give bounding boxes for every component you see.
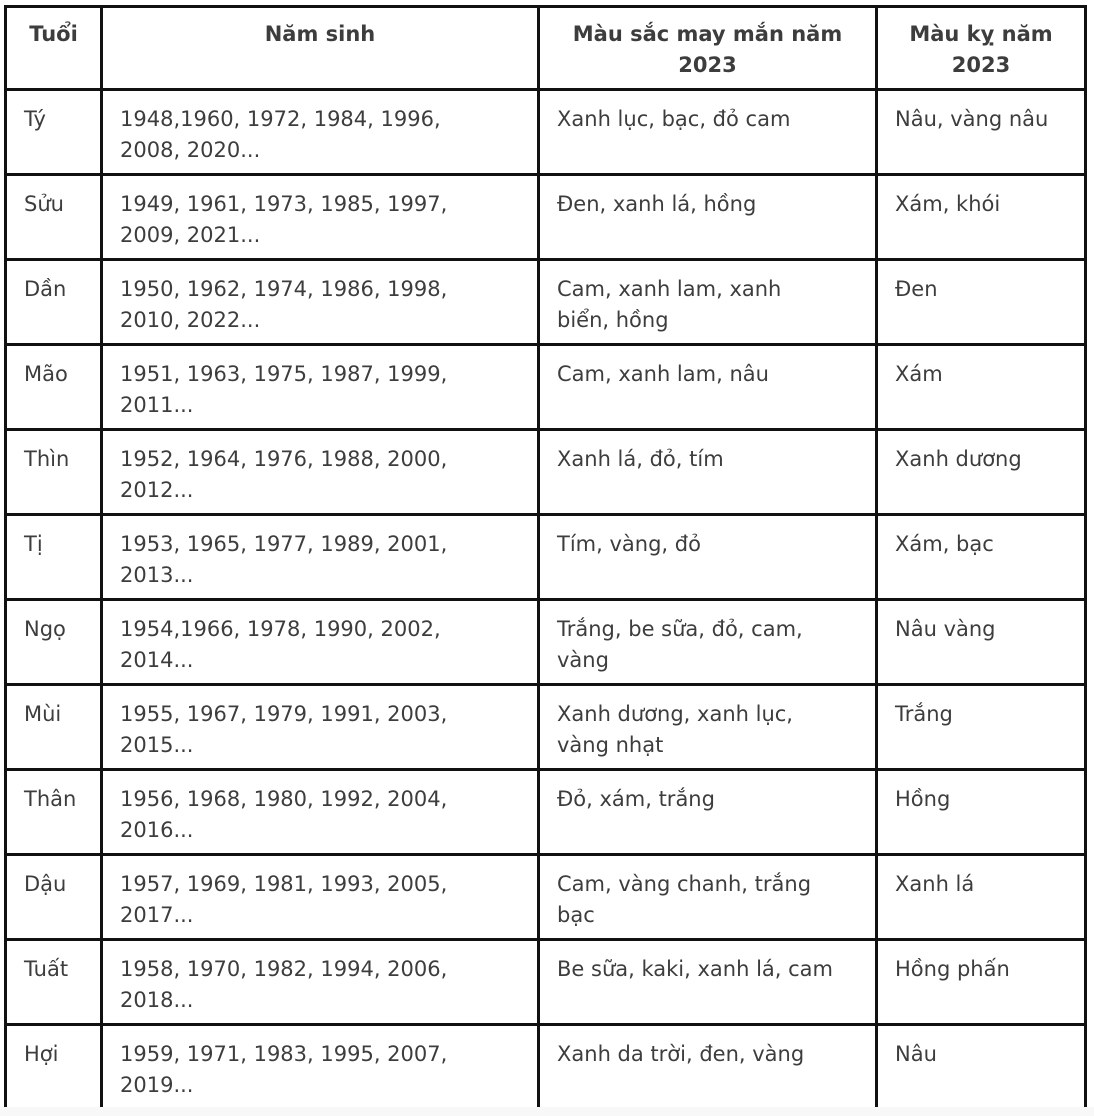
cell-line: 2011... xyxy=(120,393,194,417)
cell-line: 2015... xyxy=(120,733,194,757)
table-row xyxy=(6,515,1086,600)
cell-line: Cam, xanh lam, xanh xyxy=(557,277,782,301)
cell-line: Xanh lá, đỏ, tím xyxy=(557,447,724,471)
cell-line: Xanh lục, bạc, đỏ cam xyxy=(557,107,791,131)
header-line: Màu sắc may mắn năm xyxy=(572,22,843,46)
table-row xyxy=(6,770,1086,855)
avoid-colors-cell xyxy=(877,685,1086,770)
birth-years-cell xyxy=(102,175,539,260)
cell-line: Nâu vàng xyxy=(895,617,996,641)
cell-line: 2008, 2020... xyxy=(120,138,261,162)
lucky-colors-cell xyxy=(539,90,877,175)
cell-line: bạc xyxy=(557,903,595,927)
avoid-colors-cell xyxy=(877,1025,1086,1110)
birth-years-cell xyxy=(102,1025,539,1110)
lucky-colors-cell xyxy=(539,1025,877,1110)
birth-years-cell xyxy=(102,770,539,855)
cell-line: Tím, vàng, đỏ xyxy=(557,532,701,556)
cell-line: Xám, khói xyxy=(895,192,1001,216)
lucky-colors-cell xyxy=(539,855,877,940)
avoid-colors-cell xyxy=(877,515,1086,600)
cell-line: 2016... xyxy=(120,818,194,842)
cell-line: Xanh da trời, đen, vàng xyxy=(557,1042,805,1066)
cell-line: Cam, xanh lam, nâu xyxy=(557,362,769,386)
cell-line: 1953, 1965, 1977, 1989, 2001, xyxy=(120,532,448,556)
cell-line: 2019... xyxy=(120,1073,194,1097)
cell-line: vàng nhạt xyxy=(557,733,664,757)
cell-line: 1955, 1967, 1979, 1991, 2003, xyxy=(120,702,448,726)
cell-line: Xám, bạc xyxy=(895,532,994,556)
lucky-colors-cell xyxy=(539,770,877,855)
header-line: Tuổi xyxy=(29,22,78,46)
birth-years-cell xyxy=(102,515,539,600)
cell-line: 1948,1960, 1972, 1984, 1996, xyxy=(120,107,441,131)
cell-line: 2013... xyxy=(120,563,194,587)
birth-years-cell xyxy=(102,855,539,940)
zodiac-cell: Tý xyxy=(6,90,102,175)
lucky-colors-cell xyxy=(539,175,877,260)
zodiac-cell: Hợi xyxy=(6,1025,102,1110)
zodiac-cell: Dần xyxy=(6,260,102,345)
table-row xyxy=(6,430,1086,515)
lucky-colors-cell xyxy=(539,430,877,515)
zodiac-cell: Thìn xyxy=(6,430,102,515)
cell-line: Xanh lá xyxy=(895,872,975,896)
avoid-colors-cell xyxy=(877,600,1086,685)
cell-line: 2009, 2021... xyxy=(120,223,261,247)
cell-line: biển, hồng xyxy=(557,308,669,332)
cell-line: Đen, xanh lá, hồng xyxy=(557,192,757,216)
avoid-colors-cell xyxy=(877,770,1086,855)
zodiac-cell: Dậu xyxy=(6,855,102,940)
birth-years-cell xyxy=(102,940,539,1025)
table-row xyxy=(6,175,1086,260)
cell-line: 2012... xyxy=(120,478,194,502)
zodiac-cell: Thân xyxy=(6,770,102,855)
cell-line: 1949, 1961, 1973, 1985, 1997, xyxy=(120,192,448,216)
birth-years-cell xyxy=(102,260,539,345)
cell-line: 1957, 1969, 1981, 1993, 2005, xyxy=(120,872,448,896)
zodiac-color-table xyxy=(4,5,1087,1111)
table-row xyxy=(6,685,1086,770)
lucky-colors-cell xyxy=(539,600,877,685)
cell-line: 2018... xyxy=(120,988,194,1012)
cell-line: 2010, 2022... xyxy=(120,308,261,332)
cell-line: Hồng phấn xyxy=(895,957,1010,981)
cell-line: 1950, 1962, 1974, 1986, 1998, xyxy=(120,277,448,301)
table-row xyxy=(6,855,1086,940)
cell-line: Xanh dương xyxy=(895,447,1022,471)
lucky-colors-cell xyxy=(539,515,877,600)
table-row xyxy=(6,1025,1086,1110)
cell-line: 1952, 1964, 1976, 1988, 2000, xyxy=(120,447,448,471)
column-header-mau-ky xyxy=(877,7,1086,90)
cell-line: Đỏ, xám, trắng xyxy=(557,787,715,811)
cell-line: Hồng xyxy=(895,787,951,811)
page-bottom-strip xyxy=(0,1107,1094,1116)
zodiac-cell: Ngọ xyxy=(6,600,102,685)
birth-years-cell xyxy=(102,90,539,175)
zodiac-cell: Tị xyxy=(6,515,102,600)
cell-line: 1956, 1968, 1980, 1992, 2004, xyxy=(120,787,448,811)
birth-years-cell xyxy=(102,685,539,770)
avoid-colors-cell xyxy=(877,940,1086,1025)
cell-line: 1958, 1970, 1982, 1994, 2006, xyxy=(120,957,448,981)
cell-line: Be sữa, kaki, xanh lá, cam xyxy=(557,957,833,981)
birth-years-cell xyxy=(102,600,539,685)
zodiac-cell: Tuất xyxy=(6,940,102,1025)
birth-years-cell xyxy=(102,430,539,515)
birth-years-cell xyxy=(102,345,539,430)
cell-line: Nâu, vàng nâu xyxy=(895,107,1049,131)
avoid-colors-cell xyxy=(877,90,1086,175)
cell-line: Trắng, be sữa, đỏ, cam, xyxy=(557,617,803,641)
table-row xyxy=(6,260,1086,345)
zodiac-cell: Mão xyxy=(6,345,102,430)
column-header-mau-may-man xyxy=(539,7,877,90)
lucky-colors-cell xyxy=(539,260,877,345)
lucky-colors-cell xyxy=(539,345,877,430)
cell-line: Đen xyxy=(895,277,938,301)
cell-line: Trắng xyxy=(895,702,953,726)
cell-line: 1959, 1971, 1983, 1995, 2007, xyxy=(120,1042,448,1066)
column-header-tuoi xyxy=(6,7,102,90)
table-row xyxy=(6,90,1086,175)
table-row xyxy=(6,600,1086,685)
cell-line: 1954,1966, 1978, 1990, 2002, xyxy=(120,617,441,641)
avoid-colors-cell xyxy=(877,430,1086,515)
header-line: Màu kỵ năm xyxy=(909,22,1053,46)
table-row xyxy=(6,345,1086,430)
cell-line: 1951, 1963, 1975, 1987, 1999, xyxy=(120,362,448,386)
cell-line: 2017... xyxy=(120,903,194,927)
zodiac-cell: Sửu xyxy=(6,175,102,260)
header-row xyxy=(6,7,1086,90)
avoid-colors-cell xyxy=(877,345,1086,430)
lucky-colors-cell xyxy=(539,685,877,770)
zodiac-cell: Mùi xyxy=(6,685,102,770)
avoid-colors-cell xyxy=(877,260,1086,345)
lucky-colors-cell xyxy=(539,940,877,1025)
header-line: Năm sinh xyxy=(264,22,376,46)
avoid-colors-cell xyxy=(877,175,1086,260)
cell-line: Nâu xyxy=(895,1042,937,1066)
cell-line: vàng xyxy=(557,648,609,672)
avoid-colors-cell xyxy=(877,855,1086,940)
cell-line: Cam, vàng chanh, trắng xyxy=(557,872,812,896)
cell-line: Xám xyxy=(895,362,943,386)
header-line: 2023 xyxy=(951,53,1011,77)
cell-line: 2014... xyxy=(120,648,194,672)
column-header-nam-sinh xyxy=(102,7,539,90)
cell-line: Xanh dương, xanh lục, xyxy=(557,702,793,726)
header-line: 2023 xyxy=(678,53,737,77)
table-row xyxy=(6,940,1086,1025)
